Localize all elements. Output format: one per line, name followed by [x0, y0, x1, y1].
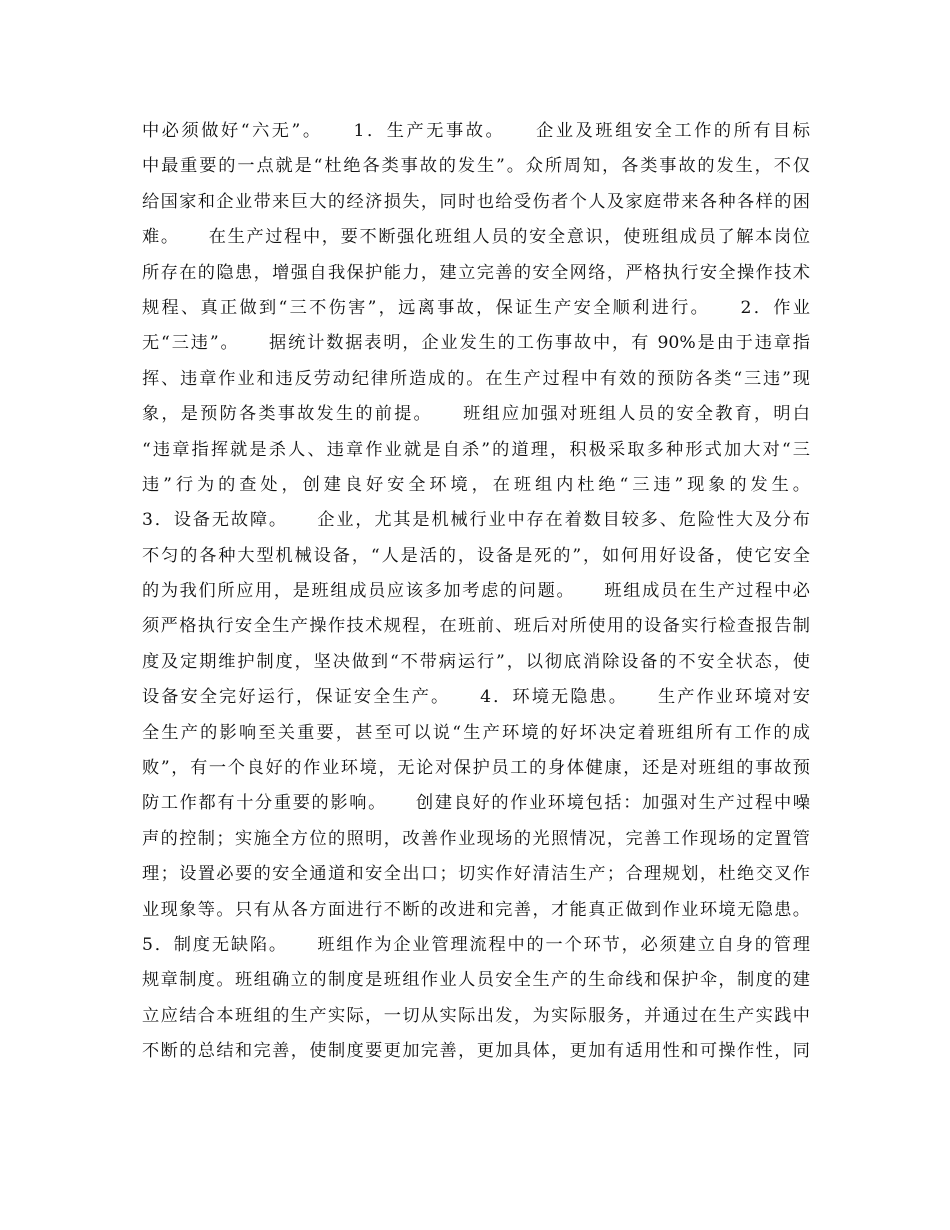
text-line: 3．设备无故障。 企业，尤其是机械行业中存在着数目较多、危险性大及分布	[142, 510, 810, 531]
text-line: 5．制度无缺陷。 班组作为企业管理流程中的一个环节，必须建立自身的管理	[142, 934, 810, 955]
text-line: 中最重要的一点就是“杜绝各类事故的发生”。众所周知，各类事故的发生，不仅	[142, 156, 810, 177]
text-line: 度及定期维护制度，坚决做到“不带病运行”，以彻底消除设备的不安全状态，使	[142, 651, 810, 672]
text-line: 不匀的各种大型机械设备，“人是活的，设备是死的”，如何用好设备，使它安全	[142, 545, 810, 566]
text-line: 规程、真正做到“三不伤害”，远离事故，保证生产安全顺利进行。 2．作业	[142, 297, 810, 318]
text-line: 业现象等。只有从各方面进行不断的改进和完善，才能真正做到作业环境无隐患。	[142, 899, 810, 920]
text-line: 无“三违”。 据统计数据表明，企业发生的工伤事故中，有 90%是由于违章指	[142, 333, 810, 354]
text-line: 防工作都有十分重要的影响。 创建良好的作业环境包括：加强对生产过程中噪	[142, 793, 810, 814]
text-line: 难。 在生产过程中，要不断强化班组人员的安全意识，使班组成员了解本岗位	[142, 227, 810, 248]
text-line: 须严格执行安全生产操作技术规程，在班前、班后对所使用的设备实行检查报告制	[142, 616, 810, 637]
text-line: 立应结合本班组的生产实际，一切从实际出发，为实际服务，并通过在生产实践中	[142, 1005, 810, 1026]
text-line: 的为我们所应用，是班组成员应该多加考虑的问题。 班组成员在生产过程中必	[142, 581, 810, 602]
text-line: 声的控制；实施全方位的照明，改善作业现场的光照情况，完善工作现场的定置管	[142, 828, 810, 849]
text-line: 不断的总结和完善，使制度要更加完善，更加具体，更加有适用性和可操作性，同	[142, 1041, 810, 1062]
text-line: 所存在的隐患，增强自我保护能力，建立完善的安全网络，严格执行安全操作技术	[142, 262, 810, 283]
text-line: 规章制度。班组确立的制度是班组作业人员安全生产的生命线和保护伞，制度的建	[142, 970, 810, 991]
text-line: 给国家和企业带来巨大的经济损失，同时也给受伤者个人及家庭带来各种各样的困	[142, 191, 810, 212]
body-text	[142, 114, 810, 1070]
text-line: 象，是预防各类事故发生的前提。 班组应加强对班组人员的安全教育，明白	[142, 404, 810, 425]
text-line: 中必须做好“六无”。 1．生产无事故。 企业及班组安全工作的所有目标	[142, 121, 810, 141]
text-line: 全生产的影响至关重要，甚至可以说“生产环境的好坏决定着班组所有工作的成	[142, 722, 810, 743]
text-line: 设备安全完好运行，保证安全生产。 4．环境无隐患。 生产作业环境对安	[142, 687, 810, 708]
text-line: 败”，有一个良好的作业环境，无论对保护员工的身体健康，还是对班组的事故预	[142, 758, 810, 779]
text-line: 违”行为的查处，创建良好安全环境，在班组内杜绝“三违”现象的发生。	[142, 474, 810, 495]
text-line: “违章指挥就是杀人、违章作业就是自杀”的道理，积极采取多种形式加大对“三	[142, 439, 810, 460]
text-line: 挥、违章作业和违反劳动纪律所造成的。在生产过程中有效的预防各类“三违”现	[142, 368, 810, 389]
text-line: 理；设置必要的安全通道和安全出口；切实作好清洁生产；合理规划，杜绝交叉作	[142, 864, 810, 885]
